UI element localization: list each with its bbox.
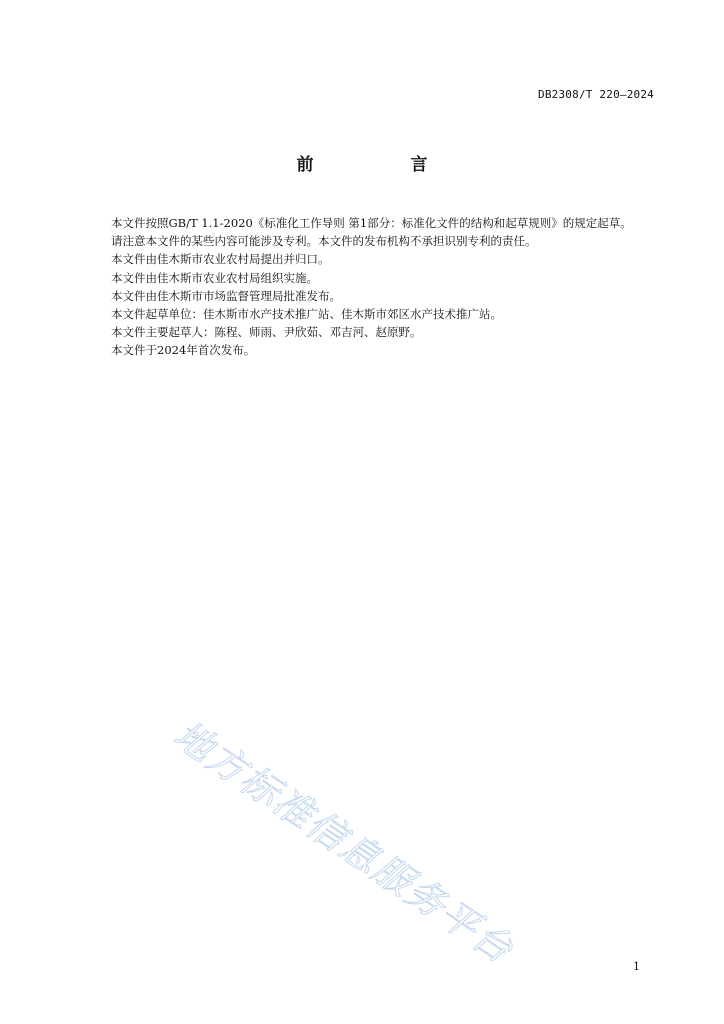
paragraph-proposed-by: 本文件由佳木斯市农业农村局提出并归口。 [111,252,330,267]
paragraph-drafters: 本文件主要起草人：陈程、师雨、尹欣茹、邓吉河、赵原野。 [111,325,422,340]
foreword-body [88,214,658,360]
page-title: 前 言 [296,155,468,175]
paragraph-implemented-by: 本文件由佳木斯市农业农村局组织实施。 [111,270,318,285]
paragraph-approved-by: 本文件由佳木斯市市场监督管理局批准发布。 [111,288,341,303]
paragraph-drafting-units: 本文件起草单位：佳木斯市水产技术推广站、佳木斯市郊区水产技术推广站。 [111,307,502,322]
paragraph-first-release: 本文件于2024年首次发布。 [111,343,256,358]
paragraph-drafting-rules: 本文件按照GB/T 1.1-2020《标准化工作导则 第1部分：标准化文件的结构和起草规则》的规定起草。 [111,216,632,230]
watermark: 地方标准信息服务平台 [165,712,522,973]
paragraph-patent-notice: 请注意本文件的某些内容可能涉及专利。本文件的发布机构不承担识别专利的责任。 [111,234,537,249]
page-number: 1 [633,960,640,973]
document-code: DB2308/T 220—2024 [538,88,654,101]
